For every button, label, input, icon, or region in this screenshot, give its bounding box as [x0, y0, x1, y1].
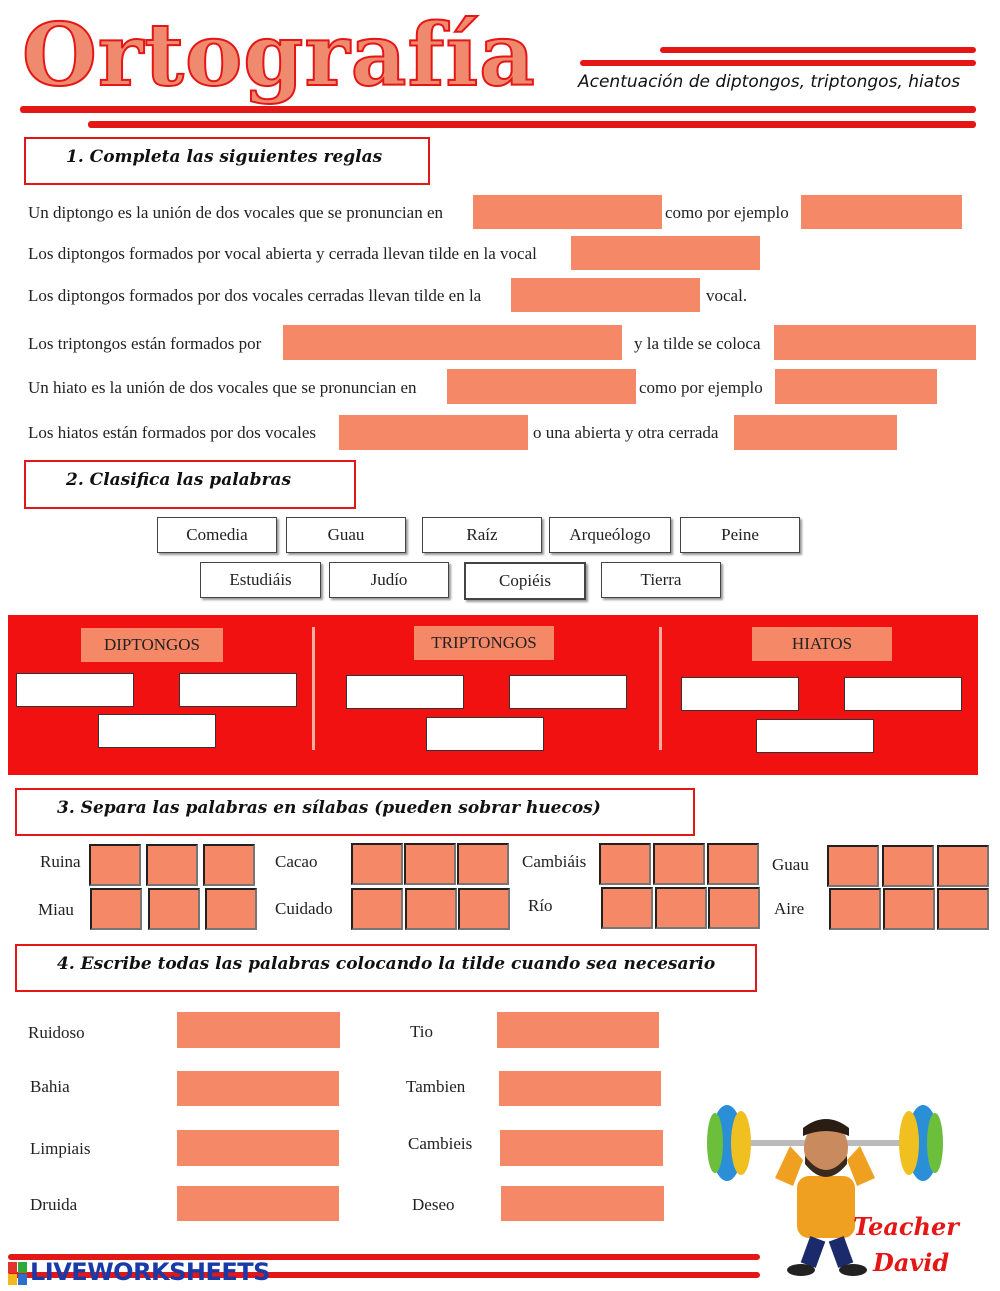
accent-word: Deseo: [412, 1195, 455, 1214]
syllable-input[interactable]: [655, 887, 707, 929]
syllable-input[interactable]: [883, 888, 935, 930]
answer-input[interactable]: [339, 415, 528, 450]
answer-input[interactable]: [774, 325, 976, 360]
rule-text: y la tilde se coloca: [634, 334, 761, 353]
syllable-input[interactable]: [405, 888, 457, 930]
header-divider-line: [660, 47, 976, 53]
answer-input[interactable]: [734, 415, 897, 450]
accent-input[interactable]: [497, 1012, 659, 1048]
page-subtitle: Acentuación de diptongos, triptongos, hiatos: [578, 72, 961, 92]
section4-heading-box: [15, 944, 757, 992]
word-card[interactable]: Raíz: [422, 517, 542, 553]
category-triptongos: TRIPTONGOS: [414, 626, 554, 660]
word-card[interactable]: Arqueólogo: [549, 517, 671, 553]
syllable-input[interactable]: [882, 845, 934, 887]
accent-input[interactable]: [177, 1012, 340, 1048]
syllable-input[interactable]: [653, 843, 705, 885]
section2-heading-box: [24, 460, 356, 509]
syllable-input[interactable]: [937, 845, 989, 887]
rule-text: o una abierta y otra cerrada: [533, 423, 719, 442]
word-card[interactable]: Estudiáis: [200, 562, 321, 598]
syllable-input[interactable]: [599, 843, 651, 885]
rule-text: Un hiato es la unión de dos vocales que se pronuncian en: [28, 378, 417, 397]
category-hiatos: HIATOS: [752, 627, 892, 661]
answer-input[interactable]: [473, 195, 662, 229]
liveworksheets-brand[interactable]: LIVEWORKSHEETS: [30, 1258, 270, 1286]
syllable-input[interactable]: [457, 843, 509, 885]
category-divider: [659, 627, 662, 750]
teacher-signature: David: [873, 1248, 950, 1277]
syllable-input[interactable]: [351, 888, 403, 930]
drop-zone-triptongos[interactable]: [426, 717, 544, 751]
syllable-word: Cuidado: [275, 899, 333, 918]
category-divider: [312, 627, 315, 750]
answer-input[interactable]: [283, 325, 622, 360]
accent-word: Limpiais: [30, 1139, 91, 1158]
category-diptongos: DIPTONGOS: [81, 628, 223, 662]
header-divider-line: [88, 121, 976, 128]
answer-input[interactable]: [775, 369, 937, 404]
syllable-word: Guau: [772, 855, 809, 874]
accent-input[interactable]: [177, 1071, 339, 1106]
syllable-input[interactable]: [829, 888, 881, 930]
accent-input[interactable]: [500, 1130, 663, 1166]
word-card[interactable]: Peine: [680, 517, 800, 553]
syllable-word: Cacao: [275, 852, 318, 871]
answer-input[interactable]: [447, 369, 636, 404]
header-divider-line: [580, 60, 976, 66]
teacher-signature: Teacher: [853, 1212, 959, 1241]
drop-zone-hiatos[interactable]: [756, 719, 874, 753]
syllable-input[interactable]: [146, 844, 198, 886]
rule-text: Los hiatos están formados por dos vocales: [28, 423, 316, 442]
word-card[interactable]: Comedia: [157, 517, 277, 553]
syllable-input[interactable]: [404, 843, 456, 885]
syllable-input[interactable]: [937, 888, 989, 930]
accent-word: Tio: [410, 1022, 434, 1041]
section1-heading-box: [24, 137, 430, 185]
drop-zone-triptongos[interactable]: [509, 675, 627, 709]
syllable-input[interactable]: [708, 887, 760, 929]
word-card[interactable]: Tierra: [601, 562, 721, 598]
header-divider-line: [20, 106, 976, 113]
section4-heading: 4. Escribe todas las palabras colocando la tilde cuando sea necesario: [57, 954, 716, 974]
accent-word: Druida: [30, 1195, 78, 1214]
answer-input[interactable]: [511, 278, 700, 312]
syllable-input[interactable]: [205, 888, 257, 930]
syllable-word: Río: [528, 896, 553, 915]
accent-input[interactable]: [177, 1130, 339, 1166]
syllable-word: Miau: [38, 900, 74, 919]
syllable-input[interactable]: [707, 843, 759, 885]
rule-text: Un diptongo es la unión de dos vocales que se pronuncian en: [28, 203, 443, 222]
syllable-word: Cambiáis: [522, 852, 587, 871]
word-card[interactable]: Guau: [286, 517, 406, 553]
rule-text: Los diptongos formados por vocal abierta y cerrada llevan tilde en la vocal: [28, 244, 537, 263]
drop-zone-diptongos[interactable]: [16, 673, 134, 707]
syllable-input[interactable]: [827, 845, 879, 887]
rule-text: Los diptongos formados por dos vocales cerradas llevan tilde en la: [28, 286, 482, 305]
section1-heading: 1. Completa las siguientes reglas: [66, 147, 383, 167]
page-title: Ortografía: [22, 5, 536, 106]
syllable-input[interactable]: [148, 888, 200, 930]
word-card[interactable]: Judío: [329, 562, 449, 598]
accent-word: Ruidoso: [28, 1023, 85, 1042]
rule-text: Los triptongos están formados por: [28, 334, 262, 353]
syllable-input[interactable]: [90, 888, 142, 930]
rule-text: como por ejemplo: [665, 203, 789, 222]
accent-input[interactable]: [501, 1186, 664, 1221]
syllable-input[interactable]: [458, 888, 510, 930]
word-card[interactable]: Copiéis: [464, 562, 586, 600]
syllable-input[interactable]: [601, 887, 653, 929]
drop-zone-triptongos[interactable]: [346, 675, 464, 709]
syllable-word: Aire: [774, 899, 805, 918]
accent-word: Bahia: [30, 1077, 70, 1096]
syllable-input[interactable]: [351, 843, 403, 885]
syllable-input[interactable]: [203, 844, 255, 886]
section2-heading: 2. Clasifica las palabras: [66, 470, 292, 490]
answer-input[interactable]: [801, 195, 962, 229]
drop-zone-hiatos[interactable]: [844, 677, 962, 711]
drop-zone-diptongos[interactable]: [98, 714, 216, 748]
syllable-word: Ruina: [40, 852, 81, 871]
answer-input[interactable]: [571, 236, 760, 270]
section3-heading-box: [15, 788, 695, 836]
liveworksheets-logo-icon: [8, 1262, 28, 1286]
accent-word: Cambieis: [408, 1134, 473, 1153]
drop-zone-diptongos[interactable]: [179, 673, 297, 707]
syllable-input[interactable]: [89, 844, 141, 886]
accent-input[interactable]: [177, 1186, 339, 1221]
section3-heading: 3. Separa las palabras en sílabas (pueden sobrar huecos): [57, 798, 601, 818]
rule-text: como por ejemplo: [639, 378, 763, 397]
accent-word: Tambien: [406, 1077, 466, 1096]
rule-text: vocal.: [706, 286, 748, 305]
accent-input[interactable]: [499, 1071, 661, 1106]
drop-zone-hiatos[interactable]: [681, 677, 799, 711]
